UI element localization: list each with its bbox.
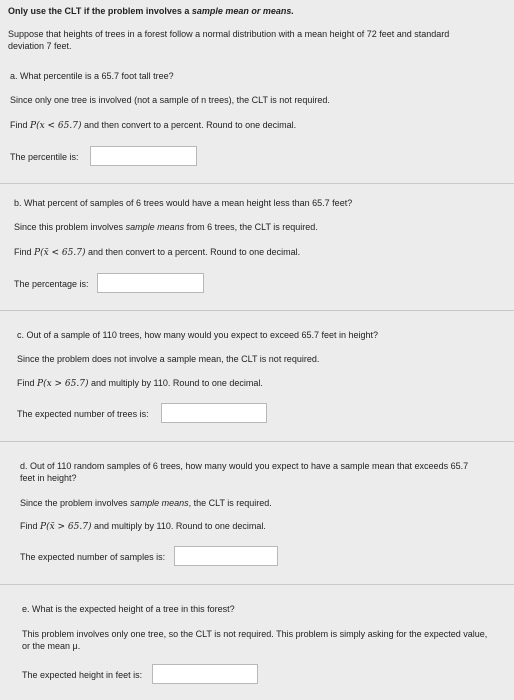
part-a-expression: P(x < 65.7) [30, 121, 82, 131]
part-a-answer-label: The percentile is: [10, 152, 79, 162]
part-e-question: e. What is the expected height of a tree in this forest? [22, 604, 235, 614]
part-c-answer-label: The expected number of trees is: [17, 409, 149, 419]
part-c-expression: P(x > 65.7) [37, 379, 89, 389]
part-b-answer-label: The percentage is: [14, 279, 89, 289]
part-c-instruction [17, 377, 263, 390]
part-d-note-emphasis: sample means [130, 498, 189, 508]
divider [0, 183, 514, 184]
part-d-note-pre: Since the problem involves [20, 498, 131, 508]
part-e-note: This problem involves only one tree, so the CLT is not required. This problem is simply asking for the expected value, or the mean μ. [22, 629, 488, 651]
part-d-note [20, 497, 272, 509]
header-text: Only use the CLT if the problem involves a [8, 6, 192, 16]
problem-intro: Suppose that heights of trees in a forest follow a normal distribution with a mean height of 72 feet and standard deviation 7 feet. [8, 29, 450, 51]
part-b-find-pre: Find [14, 247, 35, 257]
part-b-note [14, 221, 318, 233]
part-c-find-pre: Find [17, 378, 38, 388]
part-a-find-pre: Find [10, 120, 31, 130]
part-c-find-post: and multiply by 110. Round to one decimal. [88, 378, 263, 388]
part-d-expression: P(x̄ > 65.7) [40, 522, 92, 532]
part-a-question: a. What percentile is a 65.7 foot tall tree? [10, 71, 174, 81]
part-b-note-pre: Since this problem involves [14, 222, 126, 232]
part-b-note-emphasis: sample means [125, 222, 185, 232]
percentage-input[interactable] [97, 273, 204, 293]
part-e-answer-label: The expected height in feet is: [22, 670, 143, 680]
part-a-note: Since only one tree is involved (not a sample of n trees), the CLT is not required. [10, 95, 330, 105]
part-d-question: d. Out of 110 random samples of 6 trees, how many would you expect to have a sample mean that exceeds 65.7 feet in height? [20, 461, 469, 483]
part-d-find-pre: Find [20, 521, 41, 531]
part-a-find-post: and then convert to a percent. Round to one decimal. [81, 120, 297, 130]
part-b-find-post: and then convert to a percent. Round to one decimal. [85, 247, 301, 257]
part-d-find-post: and multiply by 110. Round to one decimal. [91, 521, 266, 531]
part-c-question: c. Out of a sample of 110 trees, how many would you expect to exceed 65.7 feet in height? [17, 330, 379, 340]
part-b-instruction [14, 246, 300, 259]
divider [0, 441, 514, 442]
percentile-input[interactable] [90, 146, 197, 166]
divider [0, 584, 514, 585]
part-c-note: Since the problem does not involve a sample mean, the CLT is not required. [17, 354, 320, 364]
part-a-instruction [10, 119, 296, 132]
part-d-answer-label: The expected number of samples is: [20, 552, 166, 562]
part-d-instruction [20, 520, 266, 533]
expected-trees-input[interactable] [161, 403, 267, 423]
instruction-header [8, 6, 294, 16]
expected-height-input[interactable] [152, 664, 258, 684]
header-emphasis: sample mean or means. [191, 6, 294, 16]
part-d-note-post: , the CLT is required. [188, 498, 272, 508]
divider [0, 310, 514, 311]
part-b-question: b. What percent of samples of 6 trees would have a mean height less than 65.7 feet? [14, 198, 353, 208]
expected-samples-input[interactable] [174, 546, 278, 566]
part-b-expression: P(x̄ < 65.7) [34, 248, 86, 258]
part-b-note-post: from 6 trees, the CLT is required. [184, 222, 318, 232]
